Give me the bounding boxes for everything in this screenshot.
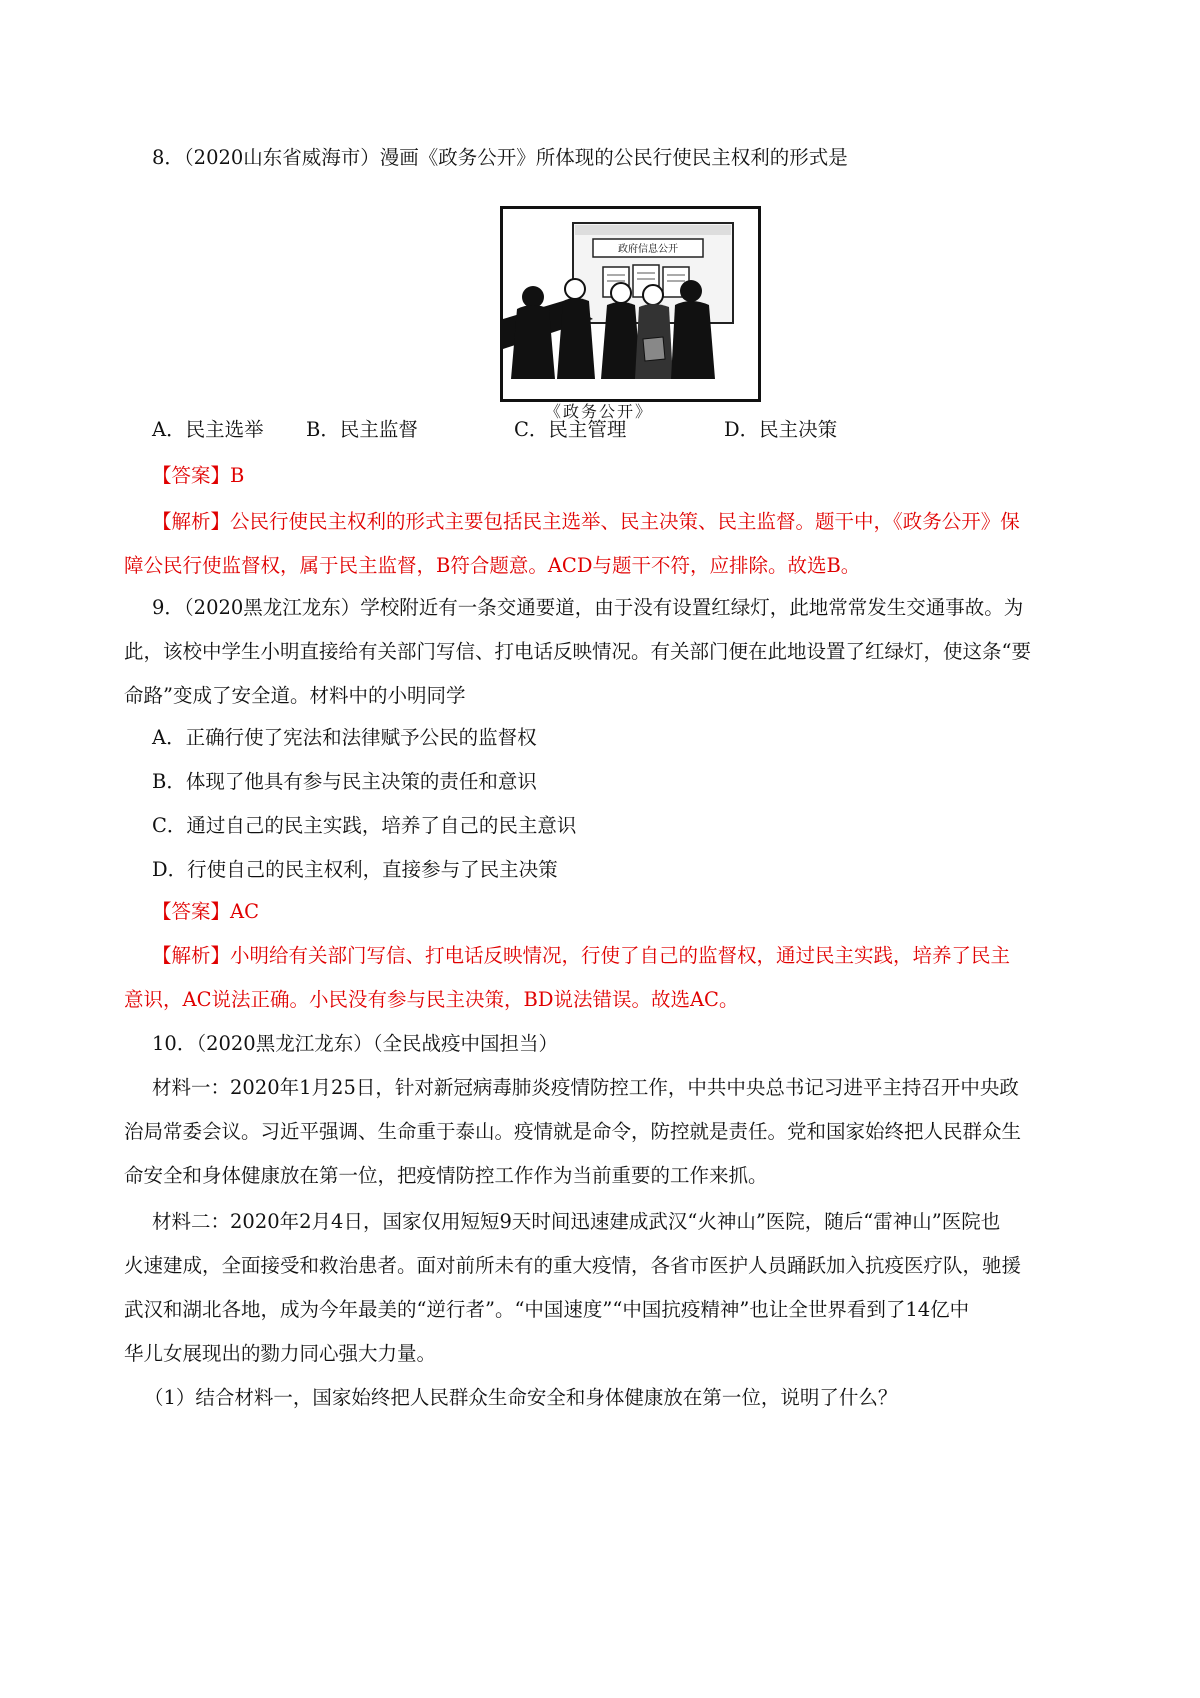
q10-stem: 10．（2020黑龙江龙东）（全民战疫中国担当） — [152, 1032, 558, 1055]
q8-answer: 【答案】B — [152, 464, 245, 487]
q10-material1-line-1: 材料一：2020年1月25日，针对新冠病毒肺炎疫情防控工作，中共中央总书记习进平主持召开中央政 — [152, 1076, 1019, 1099]
q8-option-c: C．民主管理 — [514, 418, 627, 441]
q8-stem: 8．（2020山东省威海市）漫画《政务公开》所体现的公民行使民主权利的形式是 — [152, 146, 848, 169]
cartoon-image — [500, 206, 761, 402]
q9-stem-line-3: 命路”变成了安全道。材料中的小明同学 — [124, 684, 466, 707]
q9-analysis-line-2: 意识，AC说法正确。小民没有参与民主决策，BD说法错误。故选AC。 — [124, 988, 739, 1011]
q10-material2-line-3: 武汉和湖北各地，成为今年最美的“逆行者”。“中国速度”“中国抗疫精神”也让全世界看到了14亿中 — [124, 1298, 970, 1321]
q9-stem-line-2: 此，该校中学生小明直接给有关部门写信、打电话反映情况。有关部门便在此地设置了红绿灯，使这条“要 — [124, 640, 1031, 663]
q9-option-c: C．通过自己的民主实践，培养了自己的民主意识 — [152, 814, 577, 837]
figure-caption: 《政务公开》 — [545, 402, 654, 421]
q8-option-d: D．民主决策 — [724, 418, 838, 441]
q10-material1-line-3: 命安全和身体健康放在第一位，把疫情防控工作作为当前重要的工作来抓。 — [124, 1164, 768, 1187]
q8-options — [152, 416, 837, 444]
q8-analysis-line-1: 【解析】公民行使民主权利的形式主要包括民主选举、民主决策、民主监督。题干中，《政务公开》保 — [152, 510, 1020, 533]
sign-text: 政府信息公开 — [618, 244, 678, 255]
q9-option-a: A．正确行使了宪法和法律赋予公民的监督权 — [152, 726, 537, 749]
q10-material2-line-2: 火速建成，全面接受和救治患者。面对前所未有的重大疫情，各省市医护人员踊跃加入抗疫医疗队，驰援 — [124, 1254, 1022, 1277]
q8-option-b: B．民主监督 — [306, 418, 418, 441]
q8-analysis-line-2: 障公民行使监督权，属于民主监督，B符合题意。ACD与题干不符，应排除。故选B。 — [124, 554, 861, 577]
q9-option-b: B．体现了他具有参与民主决策的责任和意识 — [152, 770, 537, 793]
cartoon-drawing — [503, 209, 758, 399]
q8-option-a: A．民主选举 — [152, 418, 264, 441]
q9-stem-line-1: 9．（2020黑龙江龙东）学校附近有一条交通要道，由于没有设置红绿灯，此地常常发生交通事故。为 — [152, 596, 1024, 619]
q9-option-d: D．行使自己的民主权利，直接参与了民主决策 — [152, 858, 558, 881]
q9-analysis-line-1: 【解析】小明给有关部门写信、打电话反映情况，行使了自己的监督权，通过民主实践，培养了民主 — [152, 944, 1011, 967]
q10-sub-question-1: （1）结合材料一，国家始终把人民群众生命安全和身体健康放在第一位，说明了什么？ — [144, 1386, 898, 1409]
q10-material1-line-2: 治局常委会议。习近平强调、生命重于泰山。疫情就是命令，防控就是责任。党和国家始终把人民群众生 — [124, 1120, 1022, 1143]
q10-material2-line-4: 华儿女展现出的勠力同心强大力量。 — [124, 1342, 437, 1365]
q10-material2-line-1: 材料二：2020年2月4日，国家仅用短短9天时间迅速建成武汉“火神山”医院，随后“雷神山”医院也 — [152, 1210, 1001, 1233]
q9-answer: 【答案】AC — [152, 900, 260, 923]
